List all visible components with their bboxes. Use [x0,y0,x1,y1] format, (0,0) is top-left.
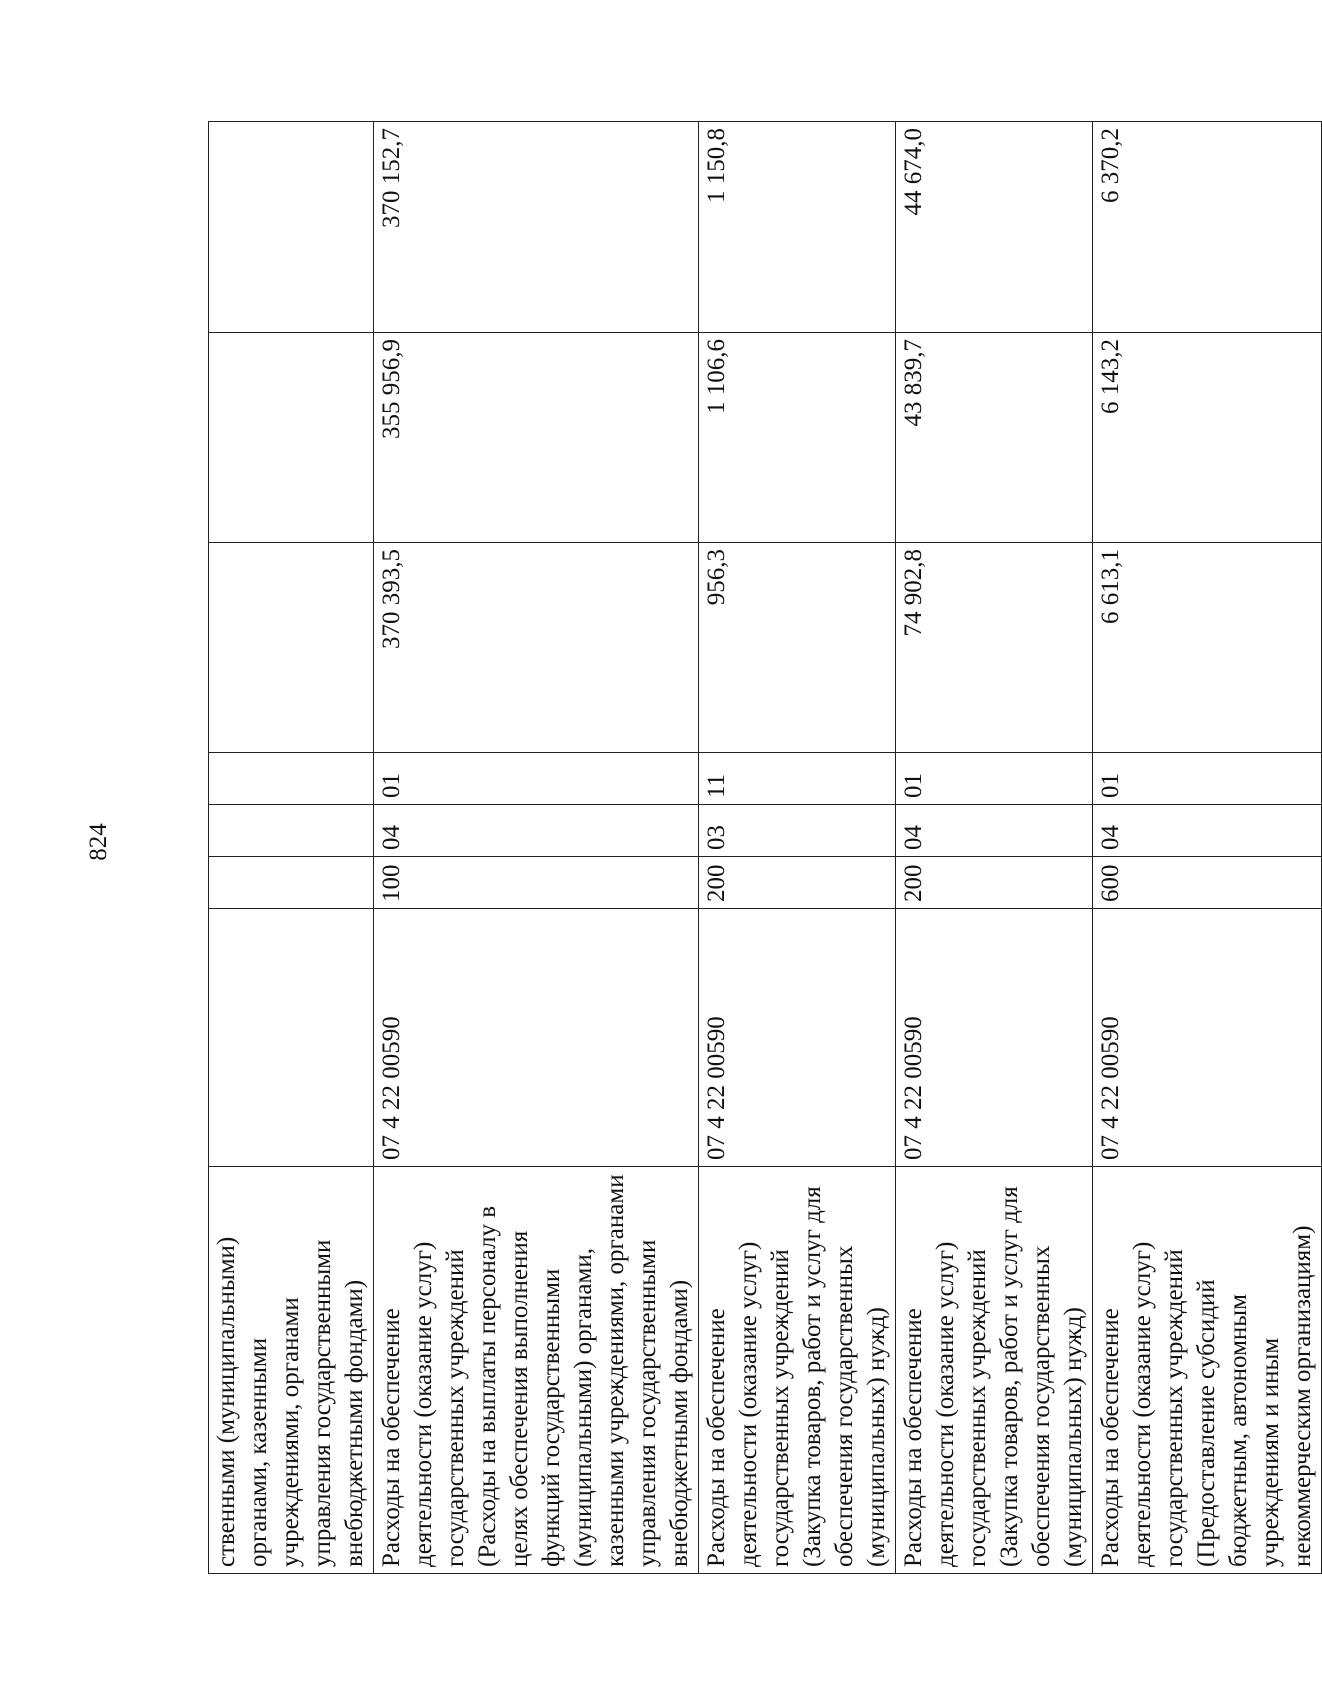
page-number: 824 [85,823,112,861]
cell-description: Расходы на обеспечение деятельности (оказание услуг) государственных учреждений (Закупка товаров, работ и услуг для обеспечения государственных (муниципальных) нужд) [896,1167,1093,1574]
cell-pr [209,753,374,805]
cell-code: 07 4 22 00590 [896,909,1093,1167]
cell-rz: 03 [699,805,896,857]
cell-year1: 74 902,8 [896,543,1093,753]
cell-code: 07 4 22 00590 [699,909,896,1167]
table-row [209,122,374,1574]
cell-rz: 04 [896,805,1093,857]
cell-description: ственными (муниципальными) органами, казенными учреждениями, органами управления государственными внебюджетными фондами) [209,1167,374,1574]
cell-year2: 43 839,7 [896,333,1093,543]
table-row [1093,122,1322,1574]
cell-year2: 1 106,6 [699,333,896,543]
cell-year1: 6 613,1 [1093,543,1322,753]
budget-table [208,121,1322,1574]
cell-description: Расходы на обеспечение деятельности (оказание услуг) государственных учреждений (Расходы на выплаты персоналу в целях обеспечения выполнения функций государственными (муниципальными) органами, казенными учреждениями, органами управления государственными внебюджетными фондами) [374,1167,699,1574]
cell-year3: 370 152,7 [374,122,699,333]
cell-vr: 200 [896,857,1093,909]
cell-code: 07 4 22 00590 [1093,909,1322,1167]
cell-pr: 01 [896,753,1093,805]
cell-year2: 6 143,2 [1093,333,1322,543]
cell-year1 [209,543,374,753]
table-row [699,122,896,1574]
table-row [896,122,1093,1574]
cell-year1: 956,3 [699,543,896,753]
cell-pr: 01 [374,753,699,805]
cell-year3: 1 150,8 [699,122,896,333]
cell-year3: 6 370,2 [1093,122,1322,333]
cell-year2: 355 956,9 [374,333,699,543]
cell-year3: 44 674,0 [896,122,1093,333]
cell-vr: 200 [699,857,896,909]
cell-rz: 04 [374,805,699,857]
cell-rz [209,805,374,857]
cell-year2 [209,333,374,543]
cell-vr: 600 [1093,857,1322,909]
cell-pr: 01 [1093,753,1322,805]
rotated-table-wrapper [208,122,1316,1574]
cell-vr [209,857,374,909]
cell-rz: 04 [1093,805,1322,857]
cell-year3 [209,122,374,333]
cell-description: Расходы на обеспечение деятельности (оказание услуг) государственных учреждений (Закупка товаров, работ и услуг для обеспечения государственных (муниципальных) нужд) [699,1167,896,1574]
cell-vr: 100 [374,857,699,909]
table-row [374,122,699,1574]
cell-pr: 11 [699,753,896,805]
cell-code: 07 4 22 00590 [374,909,699,1167]
cell-year1: 370 393,5 [374,543,699,753]
cell-code [209,909,374,1167]
cell-description: Расходы на обеспечение деятельности (оказание услуг) государственных учреждений (Предоставление субсидий бюджетным, автономным учреждениям и иным некоммерческим организациям) [1093,1167,1322,1574]
